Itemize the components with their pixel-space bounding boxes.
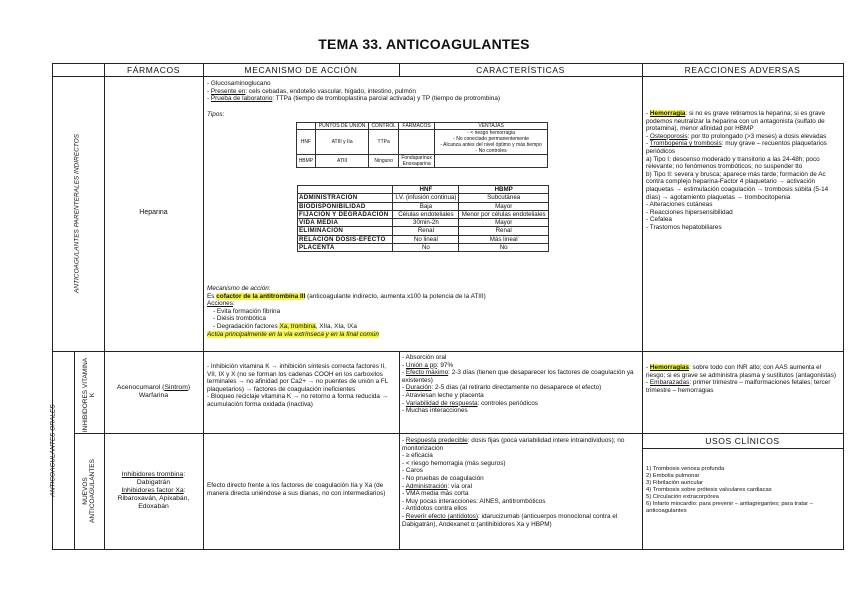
table-cell: Células endoteliales	[393, 210, 459, 218]
caracteristica-item: - Respuesta predecible: dosis fijas (poca variabilidad intere intraindividuos); no monitorización	[402, 437, 625, 452]
underlined-term: Presente en	[210, 87, 246, 95]
underlined-term: Embarazadas	[649, 379, 690, 387]
caracteristica-item: - Antídotos contra ellos	[402, 505, 468, 513]
table-header-cell	[297, 123, 316, 130]
table-cell: No lineal	[393, 235, 459, 243]
caracteristica-item: - Administración: vía oral	[402, 482, 472, 490]
underlined-term: Variabilidad de respuesta	[405, 399, 478, 407]
vitk-caracteristicas	[402, 354, 640, 432]
table-cell: Más lineal	[459, 235, 549, 243]
comparison-table	[297, 185, 549, 252]
list-item: - Prueba de laboratorio: TTPa (tiempo de tromboplastina parcial activada) y TP (tiempo de protrombina)	[207, 95, 501, 103]
table-cell: No	[459, 244, 549, 252]
table-header-cell: HNF	[393, 186, 459, 194]
underlined-term: Inhibidores trombina	[121, 471, 184, 478]
table-row	[298, 244, 549, 252]
group-label-nuevos: NUEVOS ANTICOAGULANTES	[82, 459, 96, 523]
table-cell: TTPa	[369, 130, 399, 155]
caracteristica-item: - Unión a pp: 97%	[402, 361, 454, 369]
table-cell: HNF	[297, 130, 316, 155]
caracteristica-item: - No pruebas de coagulación	[402, 474, 484, 482]
table-cell: Menor por células endoteliales	[459, 210, 549, 218]
underlined-term: Unión a pp	[405, 361, 437, 369]
table-cell	[435, 155, 548, 168]
table-header-cell	[298, 186, 393, 194]
caracteristica-item: - ≥ eficacia	[402, 452, 433, 460]
caracteristica-item: - Muchas interacciones	[402, 407, 468, 415]
caracteristica-item: - Atraviesan leche y placenta	[402, 391, 484, 399]
farmaco-item: Ribaroxaván, Apixabán, Edoxabán	[117, 495, 190, 510]
underlined-term: Efecto máximo	[405, 369, 449, 377]
table-cell: Renal	[459, 227, 549, 235]
underlined-term: Inhibidores factor Xa	[121, 487, 184, 494]
table-cell: PLACENTA	[298, 244, 393, 252]
reaccion-item: - Osteoporosis: por tto prolongado (>3 meses) a dosis elevadas	[646, 132, 827, 140]
reaccion-item: - Trombopenia y trombosis: muy grave – recuentos plaquetarios periódicos	[646, 140, 827, 155]
caracteristica-item: - < riesgo hemorragia (más seguros)	[402, 459, 506, 467]
table-header-cell: HBMP	[459, 186, 549, 194]
caracteristica-item: - Efecto máximo: 2-3 días (tienen que desaparecer los factores de coagulación ya existentes)	[402, 369, 634, 384]
reaccion-item: - Hemorragia: si no es grave retiramos la heparina; si es grave podemos neutralizar la heparina con un antagonista (sulfato de protamina), menor afinidad por HBMP	[646, 110, 826, 133]
underlined-term: Duración	[405, 384, 432, 392]
table-header-cell: PUNTOS DE UNIÓN	[315, 123, 369, 130]
header-caracteristicas: CARACTERÍSTICAS	[476, 65, 565, 75]
table-cell	[398, 130, 434, 155]
table-cell: Baja	[393, 202, 459, 210]
farmaco-heparina: Heparina	[139, 209, 168, 216]
heparina-mecanismo-accion: Mecanismo de acción: Es cofactor de la antitrombina III (anticoagulante indirecto, aumenta x100 la potencia de la ATIII) Acciones: - Evita formación fibrina - Diésis trombótica - Degradación factores Xa, trombina, XIIa, XIa, IXa Actúa principalmente en la vía extrínseca y en la final común	[207, 285, 641, 349]
table-cell: Renal	[393, 227, 459, 235]
table-cell: HBMP	[297, 155, 316, 168]
table-cell: ADMINISTRACIÓN	[298, 194, 393, 202]
underlined-term: Respuesta predecible	[405, 437, 468, 444]
uso-item: 1) Trombosis venosa profunda	[646, 466, 725, 472]
table-row	[298, 235, 549, 243]
vitk-reacciones	[646, 364, 840, 432]
underlined-term: Trombopenia y trombosis	[649, 140, 722, 148]
table-cell: Mayor	[459, 219, 549, 227]
table-cell: RELACIÓN DOSIS-EFECTO	[298, 235, 393, 243]
header-mecanismo: MECANISMO DE ACCIÓN	[244, 65, 358, 75]
farmaco-item: Inhibidores factor Xa:	[121, 487, 186, 494]
table-cell: I.V. (infusión continua)	[393, 194, 459, 202]
table-header-cell: FÁRMACOS	[398, 123, 434, 130]
table-row	[298, 194, 549, 202]
table-cell: 30min-2h	[393, 219, 459, 227]
heparina-reacciones	[646, 110, 840, 350]
nuevos-caracteristicas	[402, 437, 640, 548]
table-row	[297, 130, 548, 155]
reaccion-item: a) Tipo I: descenso moderado y transitorio a las 24-48h; poco relevante; no fenómenos trombóticos; no suspender tto	[646, 155, 820, 171]
tipos-label: Tipos:	[207, 110, 225, 118]
group-label-oral: ANTICOAGULANTES ORALES	[49, 404, 57, 497]
reaccion-item: - Trastornos hepatobiliares	[646, 223, 722, 231]
table-cell: VIDA MEDIA	[298, 219, 393, 227]
uso-item: 4) Trombosis sobre prótesis valvulares cardiacas	[646, 487, 772, 493]
underlined-term: Administración	[405, 482, 448, 490]
list-item: - Glucosaminoglucano	[207, 80, 271, 87]
caracteristica-item: - Absorción oral	[402, 354, 447, 361]
table-row	[298, 227, 549, 235]
header-farmacos: FÁRMACOS	[127, 65, 180, 75]
reaccion-item: - Reacciones hipersensibilidad	[646, 208, 733, 216]
table-row	[297, 155, 548, 168]
table-header-cell: VENTAJAS	[435, 123, 548, 130]
farmaco-nuevos	[104, 471, 203, 511]
table-row	[298, 219, 549, 227]
actua-highlight: Actúa principalmente en la vía extrínseca y en la final común	[207, 330, 379, 338]
reaccion-item: - Alteraciones cutáneas	[646, 201, 713, 209]
farmaco-vitk: Acenocumarol (Sintrom) Warfarina	[116, 384, 191, 399]
cofactor-highlight: cofactor de la antitrombina III	[216, 292, 306, 300]
farmaco-item: Inhibidores trombina:	[121, 471, 186, 478]
table-cell: Mayor	[459, 202, 549, 210]
group-label-parenteral: ANTICOAGULANTES PARENTERALES INDIRECTOS	[73, 133, 81, 294]
table-cell: Fondaparinux Enoxaparina	[398, 155, 434, 168]
caracteristica-item: - Duración: 2-5 días (al retirarlo directamente no desaparece el efecto)	[402, 384, 602, 392]
underlined-term: Hemorragia	[649, 110, 686, 117]
caracteristica-item: - VMA media más corta	[402, 490, 469, 498]
caracteristica-item: - Caros	[402, 467, 423, 475]
table-row	[298, 210, 549, 218]
tipos-table	[296, 122, 548, 168]
table-cell: No	[393, 244, 459, 252]
group-label-vitk: INHIBIDORES VITAMINA K	[82, 357, 96, 433]
uso-item: 3) Fibrilación auricular	[646, 480, 704, 486]
table-cell: ELIMINACIÓN	[298, 227, 393, 235]
header-reacciones: REACCIONES ADVERSAS	[684, 65, 801, 75]
farmaco-item: Dabigatrán	[136, 479, 171, 486]
reaccion-item: - Embarazadas: primer trimestre – malformaciones fetales; tercer trimestre – hemorragias	[646, 379, 831, 394]
underlined-term: Hemorragias	[649, 364, 689, 371]
vitk-mecanismo: - Inhibición vitamina K → inhibición síntesis correcta factores II, VII, IX y X (no se forman los cadenas COOH en los carboxilos terminales → no afinidad por Ca2+ → no puentes de unión a FL plaquetarios) → factores de coagulación ineficientes - Bloqueo reciclaje vitamina K → no retorno a forma reducida → acumulación forma oxidada (inactiva)	[207, 363, 389, 408]
usos-clinicos-title: USOS CLÍNICOS	[705, 436, 780, 446]
caracteristica-item: - Reverir efecto (antídotos): idarucizumab (anticuerpos monoclonal contra el Dabigatrán), Andexanet α (antihibidores Xa y HBPM)	[402, 512, 618, 528]
table-row	[298, 202, 549, 210]
table-cell: BIODISPONIBILIDAD	[298, 202, 393, 210]
caracteristica-item: - Muy pocas interacciones: AINES, antitrombóticos	[402, 497, 546, 505]
uso-item: 6) Infarto miocardio: para prevenir – antiagregantes; para tratar – anticoagulantes	[646, 501, 813, 514]
table-cell: - < riesgo hemorragia - No conectado permanentemente - Alcanza antes del nivel óptimo y más tiempo - No controles	[435, 130, 548, 155]
reaccion-item: b) Tipo II: severa y brusca; aparece más tarde; formación de Ac contra complejo heparina-Factor 4 plaquetario → activación plaquetas → estimulación coagulación → trombosis súbita (5-14 días) → agotamiento plaquetas → trombocitopenia	[646, 170, 829, 201]
reaccion-item: - Hemorragias: sobre todo con INR alto; con AAS aumenta el riesgo; si es grave se administra plasma y sustitutos (antagonistas)	[646, 364, 837, 379]
nuevos-mecanismo: Efecto directo frente a los factores de coagulación IIa y Xa (de manera directa uniéndose a sus dianas, no con intermediarios)	[207, 482, 386, 497]
page-title: TEMA 33. ANTICOAGULANTES	[318, 36, 530, 52]
reaccion-item: - Cefalea	[646, 216, 672, 224]
list-item: - Presente en: cels cebadas, endotelio vascular, hígado, intestino, pulmón	[207, 87, 416, 95]
uso-item: 5) Circulación extracorpórea	[646, 494, 719, 500]
table-cell: ATIII	[315, 155, 369, 168]
table-cell: FIJACIÓN Y DEGRADACIÓN	[298, 210, 393, 218]
underlined-term: Osteoporosis	[649, 132, 688, 140]
table-cell: Ninguno	[369, 155, 399, 168]
underlined-term: Prueba de laboratorio	[210, 95, 273, 103]
caracteristica-item: - Variabilidad de respuesta: controles periódicos	[402, 399, 538, 407]
usos-clinicos-list	[646, 466, 840, 548]
table-cell: Subcutánea	[459, 194, 549, 202]
mecanismo-label: Mecanismo de acción:	[207, 285, 271, 292]
uso-item: 2) Embolia pulmonar	[646, 473, 700, 479]
table-cell: ATIII y IIa	[315, 130, 369, 155]
acciones-label: Acciones	[207, 300, 233, 308]
underlined-term: Reverir efecto (antídotos)	[405, 512, 479, 520]
table-header-cell: CONTROL	[369, 123, 399, 130]
